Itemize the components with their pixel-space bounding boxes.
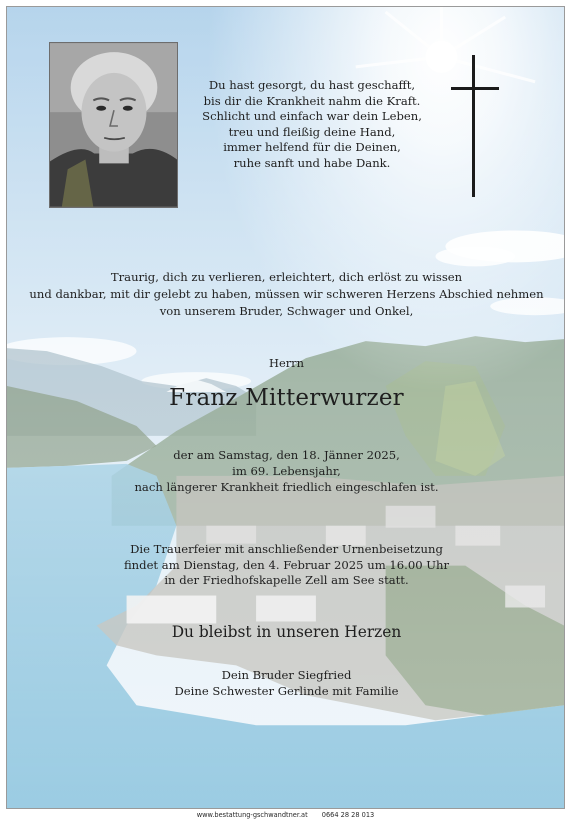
cross-vertical-bar [472,55,475,197]
mourners-list [47,667,526,699]
death-line: nach längerer Krankheit friedlich eingeschlafen ist. [134,480,439,494]
portrait-photo [49,42,178,208]
deceased-name: Franz Mitterwurzer [169,385,404,411]
cross-icon [451,55,499,197]
intro-line: von unserem Bruder, Schwager und Onkel, [159,304,414,318]
cross-horizontal-bar [451,87,499,90]
poem-line: immer helfend für die Deinen, [223,140,401,155]
death-line: im 69. Lebensjahr, [232,464,341,478]
poem-line: Du hast gesorgt, du hast geschafft, [208,78,416,92]
footer [0,811,571,819]
footer-website: www.bestattung-gschwandtner.at [196,811,308,819]
death-line: der am Samstag, den 18. Jänner 2025, [173,448,400,462]
salutation: Herrn [269,356,304,370]
funeral-line: Die Trauerfeier mit anschließender Urnenbeisetzung [130,542,443,556]
portrait-image [50,43,177,207]
death-details [47,447,526,495]
funeral-line: in der Friedhofskapelle Zell am See statt. [164,573,409,588]
mourner-line: Deine Schwester Gerlinde mit Familie [174,684,399,698]
poem-line: treu und fleißig deine Hand, [228,124,396,139]
obituary-frame [6,6,565,809]
intro-line: Traurig, dich zu verlieren, erleichtert, dich erlöst zu wissen [110,270,463,284]
funeral-details [47,542,526,589]
memorial-poem [192,78,432,172]
poem-line: Schlicht und einfach war dein Leben, [202,109,422,124]
poem-line: bis dir die Krankheit nahm die Kraft. [203,93,421,108]
intro-line: und dankbar, mit dir gelebt zu haben, müssen wir schweren Herzens Abschied nehmen [29,287,544,301]
intro-text [27,269,546,320]
mourner-line: Dein Bruder Siegfried [221,668,352,682]
footer-phone: 0664 28 28 013 [321,811,375,819]
funeral-line: findet am Dienstag, den 4. Februar 2025 um 16.00 Uhr [123,557,450,572]
poem-line: ruhe sanft und habe Dank. [233,155,391,170]
closing-phrase: Du bleibst in unseren Herzen [171,623,402,641]
